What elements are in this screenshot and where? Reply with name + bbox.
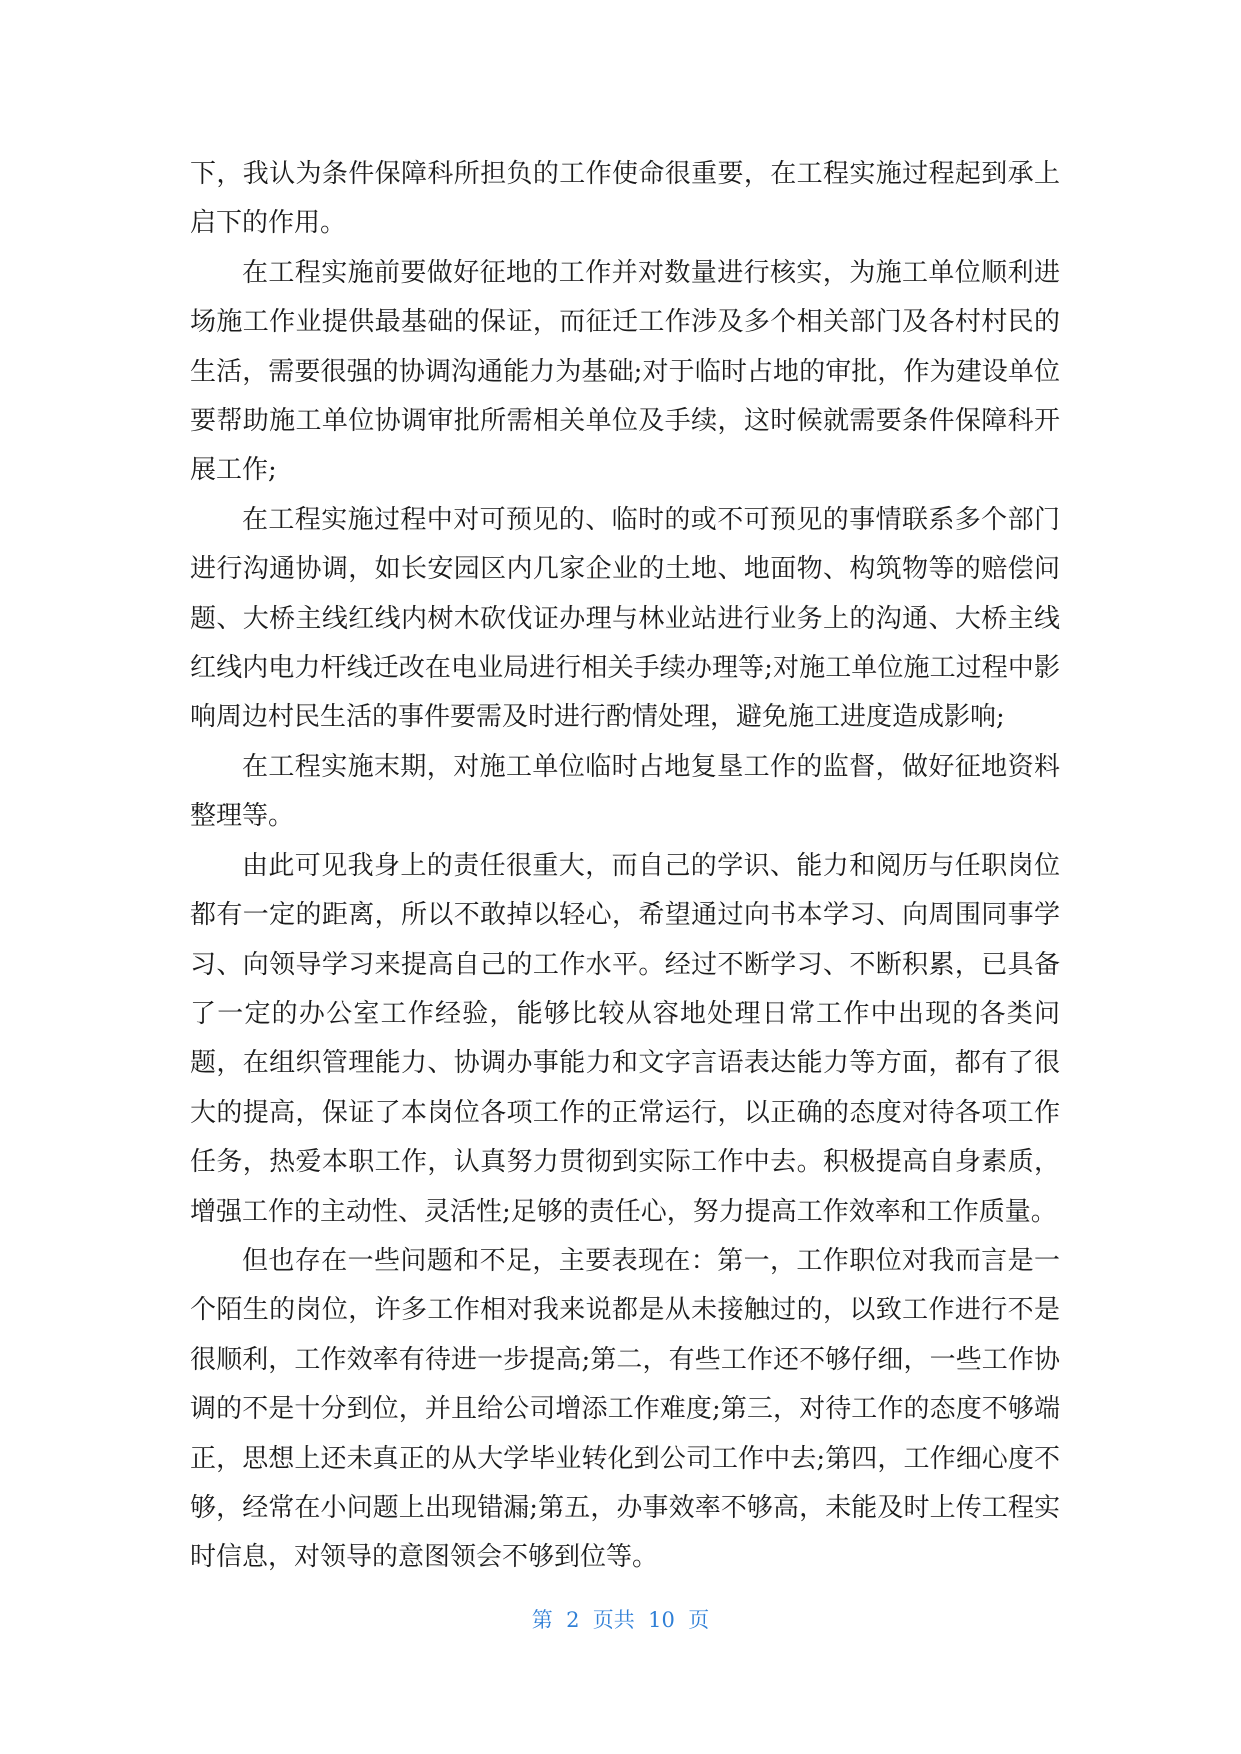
paragraph-land-acquisition: 在工程实施前要做好征地的工作并对数量进行核实，为施工单位顺利进场施工作业提供最基础的保证，而征迁工作涉及多个相关部门及各村村民的生活，需要很强的协调沟通能力为基础;对于临时占地的审批，作为建设单位要帮助施工单位协调审批所需相关单位及手续，这时候就需要条件保障科开展工作; <box>190 257 1060 486</box>
paragraph-responsibility: 由此可见我身上的责任很重大，而自己的学识、能力和阅历与任职岗位都有一定的距离，所以不敢掉以轻心，希望通过向书本学习、向周围同事学习、向领导学习来提高自己的工作水平。经过不断学习、不断积累，已具备了一定的办公室工作经验，能够比较从容地处理日常工作中出现的各类问题，在组织管理能力、协调办事能力和文字言语表达能力等方面，都有了很大的提高，保证了本岗位各项工作的正常运行，以正确的态度对待各项工作任务，热爱本职工作，认真努力贯彻到实际工作中去。积极提高自身素质，增强工作的主动性、灵活性;足够的责任心，努力提高工作效率和工作质量。 <box>190 850 1060 1227</box>
paragraph-shortcomings: 但也存在一些问题和不足，主要表现在：第一，工作职位对我而言是一个陌生的岗位，许多工作相对我来说都是从未接触过的，以致工作进行不是很顺利，工作效率有待进一步提高;第二，有些工作还不够仔细，一些工作协调的不是十分到位，并且给公司增添工作难度;第三，对待工作的态度不够端正，思想上还未真正的从大学毕业转化到公司工作中去;第四，工作细心度不够，经常在小问题上出现错漏;第五，办事效率不够高，未能及时上传工程实时信息，对领导的意图领会不够到位等。 <box>190 1245 1060 1573</box>
page-number-footer: 第 2 页共 10 页 <box>531 1608 710 1632</box>
paragraph-continuation: 下，我认为条件保障科所担负的工作使命很重要，在工程实施过程起到承上启下的作用。 <box>190 159 1060 239</box>
paragraph-final-stage: 在工程实施末期，对施工单位临时占地复垦工作的监督，做好征地资料整理等。 <box>190 751 1060 832</box>
paragraph-coordination: 在工程实施过程中对可预见的、临时的或不可预见的事情联系多个部门进行沟通协调，如长安园区内几家企业的土地、地面物、构筑物等的赔偿问题、大桥主线红线内树木砍伐证办理与林业站进行业务上的沟通、大桥主线红线内电力杆线迁改在电业局进行相关手续办理等;对施工单位施工过程中影响周边村民生活的事件要需及时进行酌情处理，避免施工进度造成影响; <box>190 504 1060 733</box>
document-body <box>190 150 1060 1583</box>
